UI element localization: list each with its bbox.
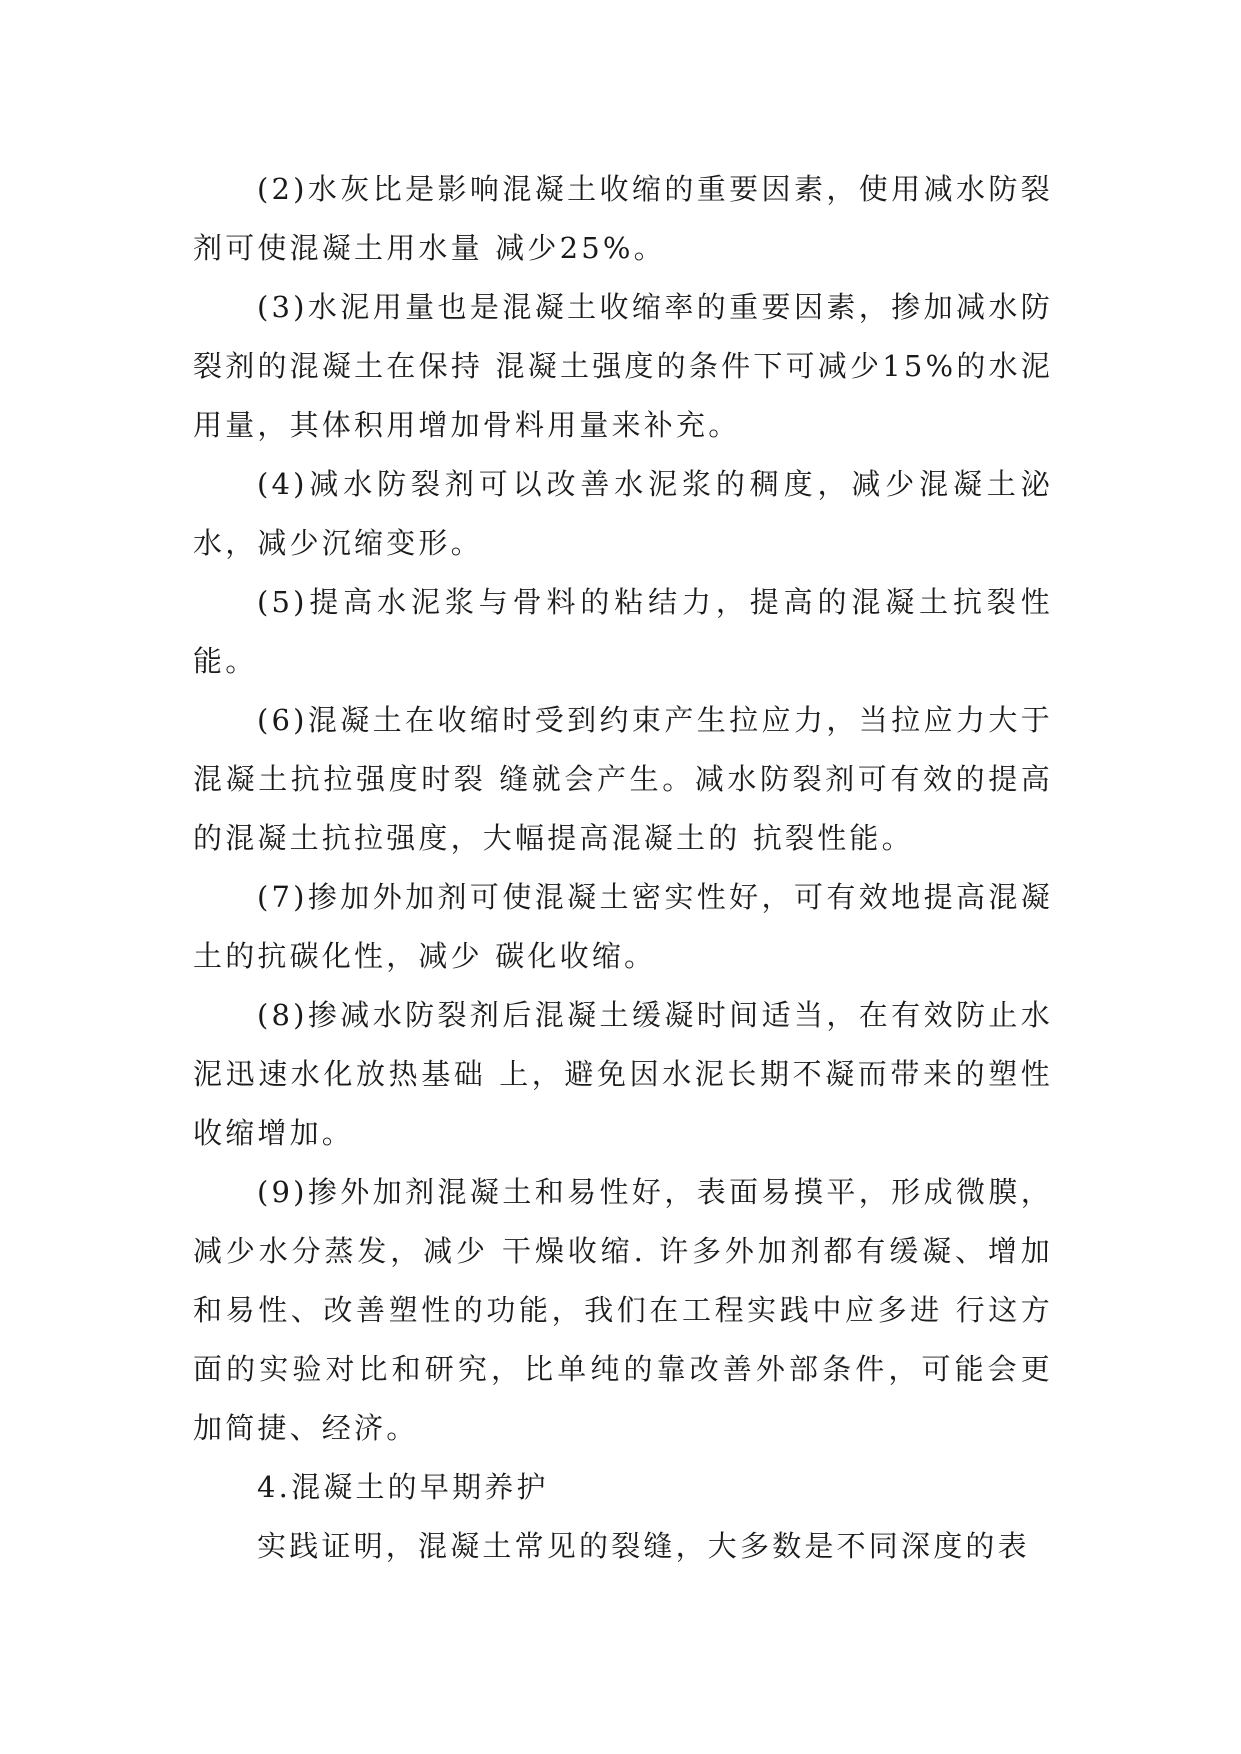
paragraph-water-cement-ratio: (2)水灰比是影响混凝土收缩的重要因素，使用减水防裂剂可使混凝土用水量 减少25%。 — [193, 172, 1053, 265]
paragraph-tensile-stress: (6)混凝土在收缩时受到约束产生拉应力，当拉应力大于混凝土抗拉强度时裂 缝就会产生。减水防裂剂可有效的提高的混凝土抗拉强度，大幅提高混凝土的 抗裂性能。 — [193, 703, 1053, 855]
paragraph-practice-proof: 实践证明，混凝土常见的裂缝，大多数是不同深度的表 — [257, 1529, 1030, 1563]
paragraph-cement-dosage: (3)水泥用量也是混凝土收缩率的重要因素，掺加减水防裂剂的混凝土在保持 混凝土强度的条件下可减少15%的水泥用量，其体积用增加骨料用量来补充。 — [193, 290, 1053, 442]
paragraph-set-retardation: (8)掺减水防裂剂后混凝土缓凝时间适当，在有效防止水泥迅速水化放热基础 上，避免因水泥长期不凝而带来的塑性收缩增加。 — [193, 998, 1053, 1150]
document-body — [193, 160, 1053, 1576]
section-heading-early-curing: 4.混凝土的早期养护 — [257, 1470, 549, 1504]
paragraph-slurry-consistency: (4)减水防裂剂可以改善水泥浆的稠度，减少混凝土泌水，减少沉缩变形。 — [193, 467, 1053, 560]
paragraph-workability: (9)掺外加剂混凝土和易性好，表面易摸平，形成微膜，减少水分蒸发，减少 干燥收缩. 许多外加剂都有缓凝、增加和易性、改善塑性的功能，我们在工程实践中应多进 行这方面的实验对比和研究，比单纯的靠改善外部条件，可能会更加简捷、经济。 — [193, 1175, 1053, 1445]
paragraph-bond-strength: (5)提高水泥浆与骨料的粘结力，提高的混凝土抗裂性能。 — [193, 585, 1053, 678]
paragraph-carbonation: (7)掺加外加剂可使混凝土密实性好，可有效地提高混凝土的抗碳化性，减少 碳化收缩。 — [193, 880, 1053, 973]
